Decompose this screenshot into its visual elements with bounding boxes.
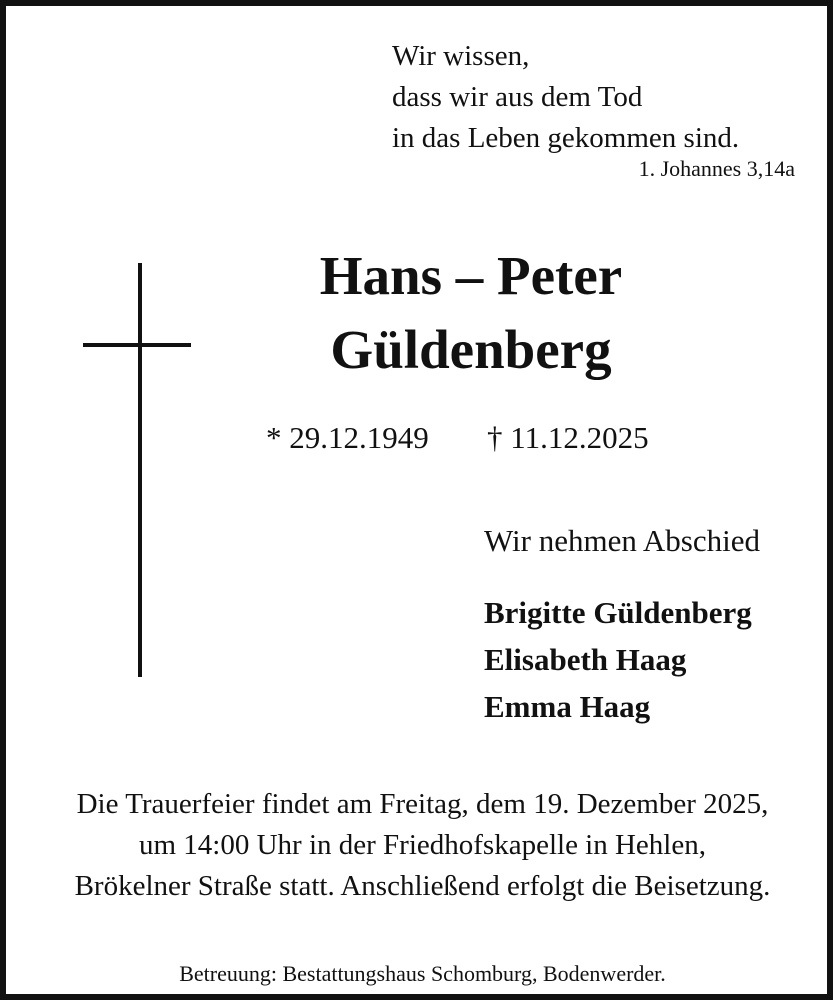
mourner-name: Emma Haag [484,689,651,724]
bible-verse [392,36,739,159]
service-line: um 14:00 Uhr in der Friedhofskapelle in Hehlen, [139,829,706,861]
birth-date: * 29.12.1949 [266,420,429,455]
death-date: † 11.12.2025 [487,420,649,455]
verse-line: Wir wissen, [392,40,530,72]
verse-line: dass wir aus dem Tod [392,81,643,113]
funeral-service-info [6,784,833,907]
verse-reference: 1. Johannes 3,14a [638,156,795,181]
service-line: Die Trauerfeier findet am Freitag, dem 19. Dezember 2025, [76,788,769,820]
mourner-name: Brigitte Güldenberg [484,595,752,630]
mourner-name: Elisabeth Haag [484,642,687,677]
verse-line: in das Leben gekommen sind. [392,122,740,154]
deceased-name-line1: Hans – Peter [319,245,623,306]
deceased-name-line2: Güldenberg [330,319,612,380]
funeral-home-credit: Betreuung: Bestattungshaus Schomburg, Bodenwerder. [179,961,666,986]
farewell-text: Wir nehmen Abschied [484,523,760,558]
service-line: Brökelner Straße statt. Anschließend erfolgt die Beisetzung. [74,870,771,902]
